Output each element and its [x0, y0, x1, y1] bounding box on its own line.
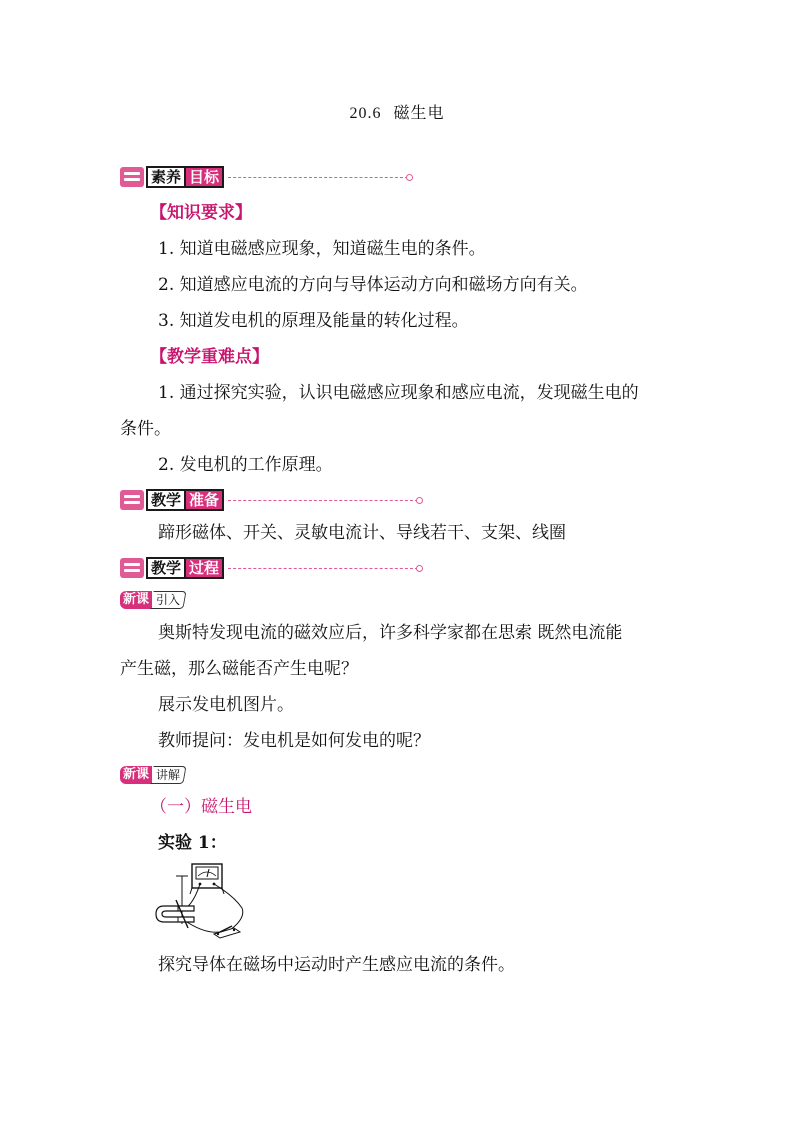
- keypoint-2: 2. 发电机的工作原理。: [158, 455, 333, 475]
- tag-part1: 新课: [120, 766, 152, 784]
- title-text: 磁生电: [393, 103, 445, 122]
- book-icon: [120, 490, 144, 510]
- knowledge-heading: 【知识要求】: [150, 203, 252, 223]
- book-icon: [120, 167, 144, 187]
- page-title: [0, 100, 794, 123]
- book-icon: [120, 558, 144, 578]
- banner-word1: 教学: [146, 557, 186, 579]
- tag-part2: 引入: [150, 591, 186, 609]
- keypoint-1-line2: 条件。: [120, 419, 171, 439]
- banner-word2: 目标: [186, 166, 224, 188]
- tag-part2: 讲解: [150, 766, 186, 784]
- lecture-subheading: （一）磁生电: [150, 797, 252, 817]
- tag-part1: 新课: [120, 591, 152, 609]
- intro-p2: 展示发电机图片。: [158, 695, 294, 715]
- keypoint-1-line1: 1. 通过探究实验，认识电磁感应现象和感应电流，发现磁生电的: [158, 383, 639, 403]
- knowledge-item-2: 2. 知道感应电流的方向与导体运动方向和磁场方向有关。: [158, 275, 588, 295]
- dashed-divider: [228, 568, 418, 569]
- dashed-divider: [228, 177, 408, 178]
- banner-word1: 教学: [146, 489, 186, 511]
- section-banner-goals: [120, 166, 408, 188]
- banner-word2: 准备: [186, 489, 224, 511]
- experiment-apparatus-illustration: [154, 862, 250, 944]
- section-banner-prep: [120, 489, 418, 511]
- intro-p1-line2: 产生磁，那么磁能否产生电呢？: [120, 659, 358, 679]
- keypoints-heading: 【教学重难点】: [150, 347, 269, 367]
- tag-new-lesson-lecture: [120, 766, 185, 784]
- banner-word1: 素养: [146, 166, 186, 188]
- banner-word2: 过程: [186, 557, 224, 579]
- tag-new-lesson-intro: [120, 591, 185, 609]
- materials-list: 蹄形磁体、开关、灵敏电流计、导线若干、支架、线圈: [158, 523, 566, 543]
- knowledge-item-1: 1. 知道电磁感应现象，知道磁生电的条件。: [158, 239, 486, 259]
- experiment-caption: 探究导体在磁场中运动时产生感应电流的条件。: [158, 955, 515, 975]
- dashed-divider: [228, 500, 418, 501]
- experiment-label: 实验 1：: [158, 833, 227, 853]
- intro-p1-line1: 奥斯特发现电流的磁效应后，许多科学家都在思索 既然电流能: [158, 623, 623, 643]
- intro-p3: 教师提问：发电机是如何发电的呢？: [158, 731, 430, 751]
- knowledge-item-3: 3. 知道发电机的原理及能量的转化过程。: [158, 311, 469, 331]
- section-number: 20.6: [349, 105, 382, 122]
- section-banner-process: [120, 557, 418, 579]
